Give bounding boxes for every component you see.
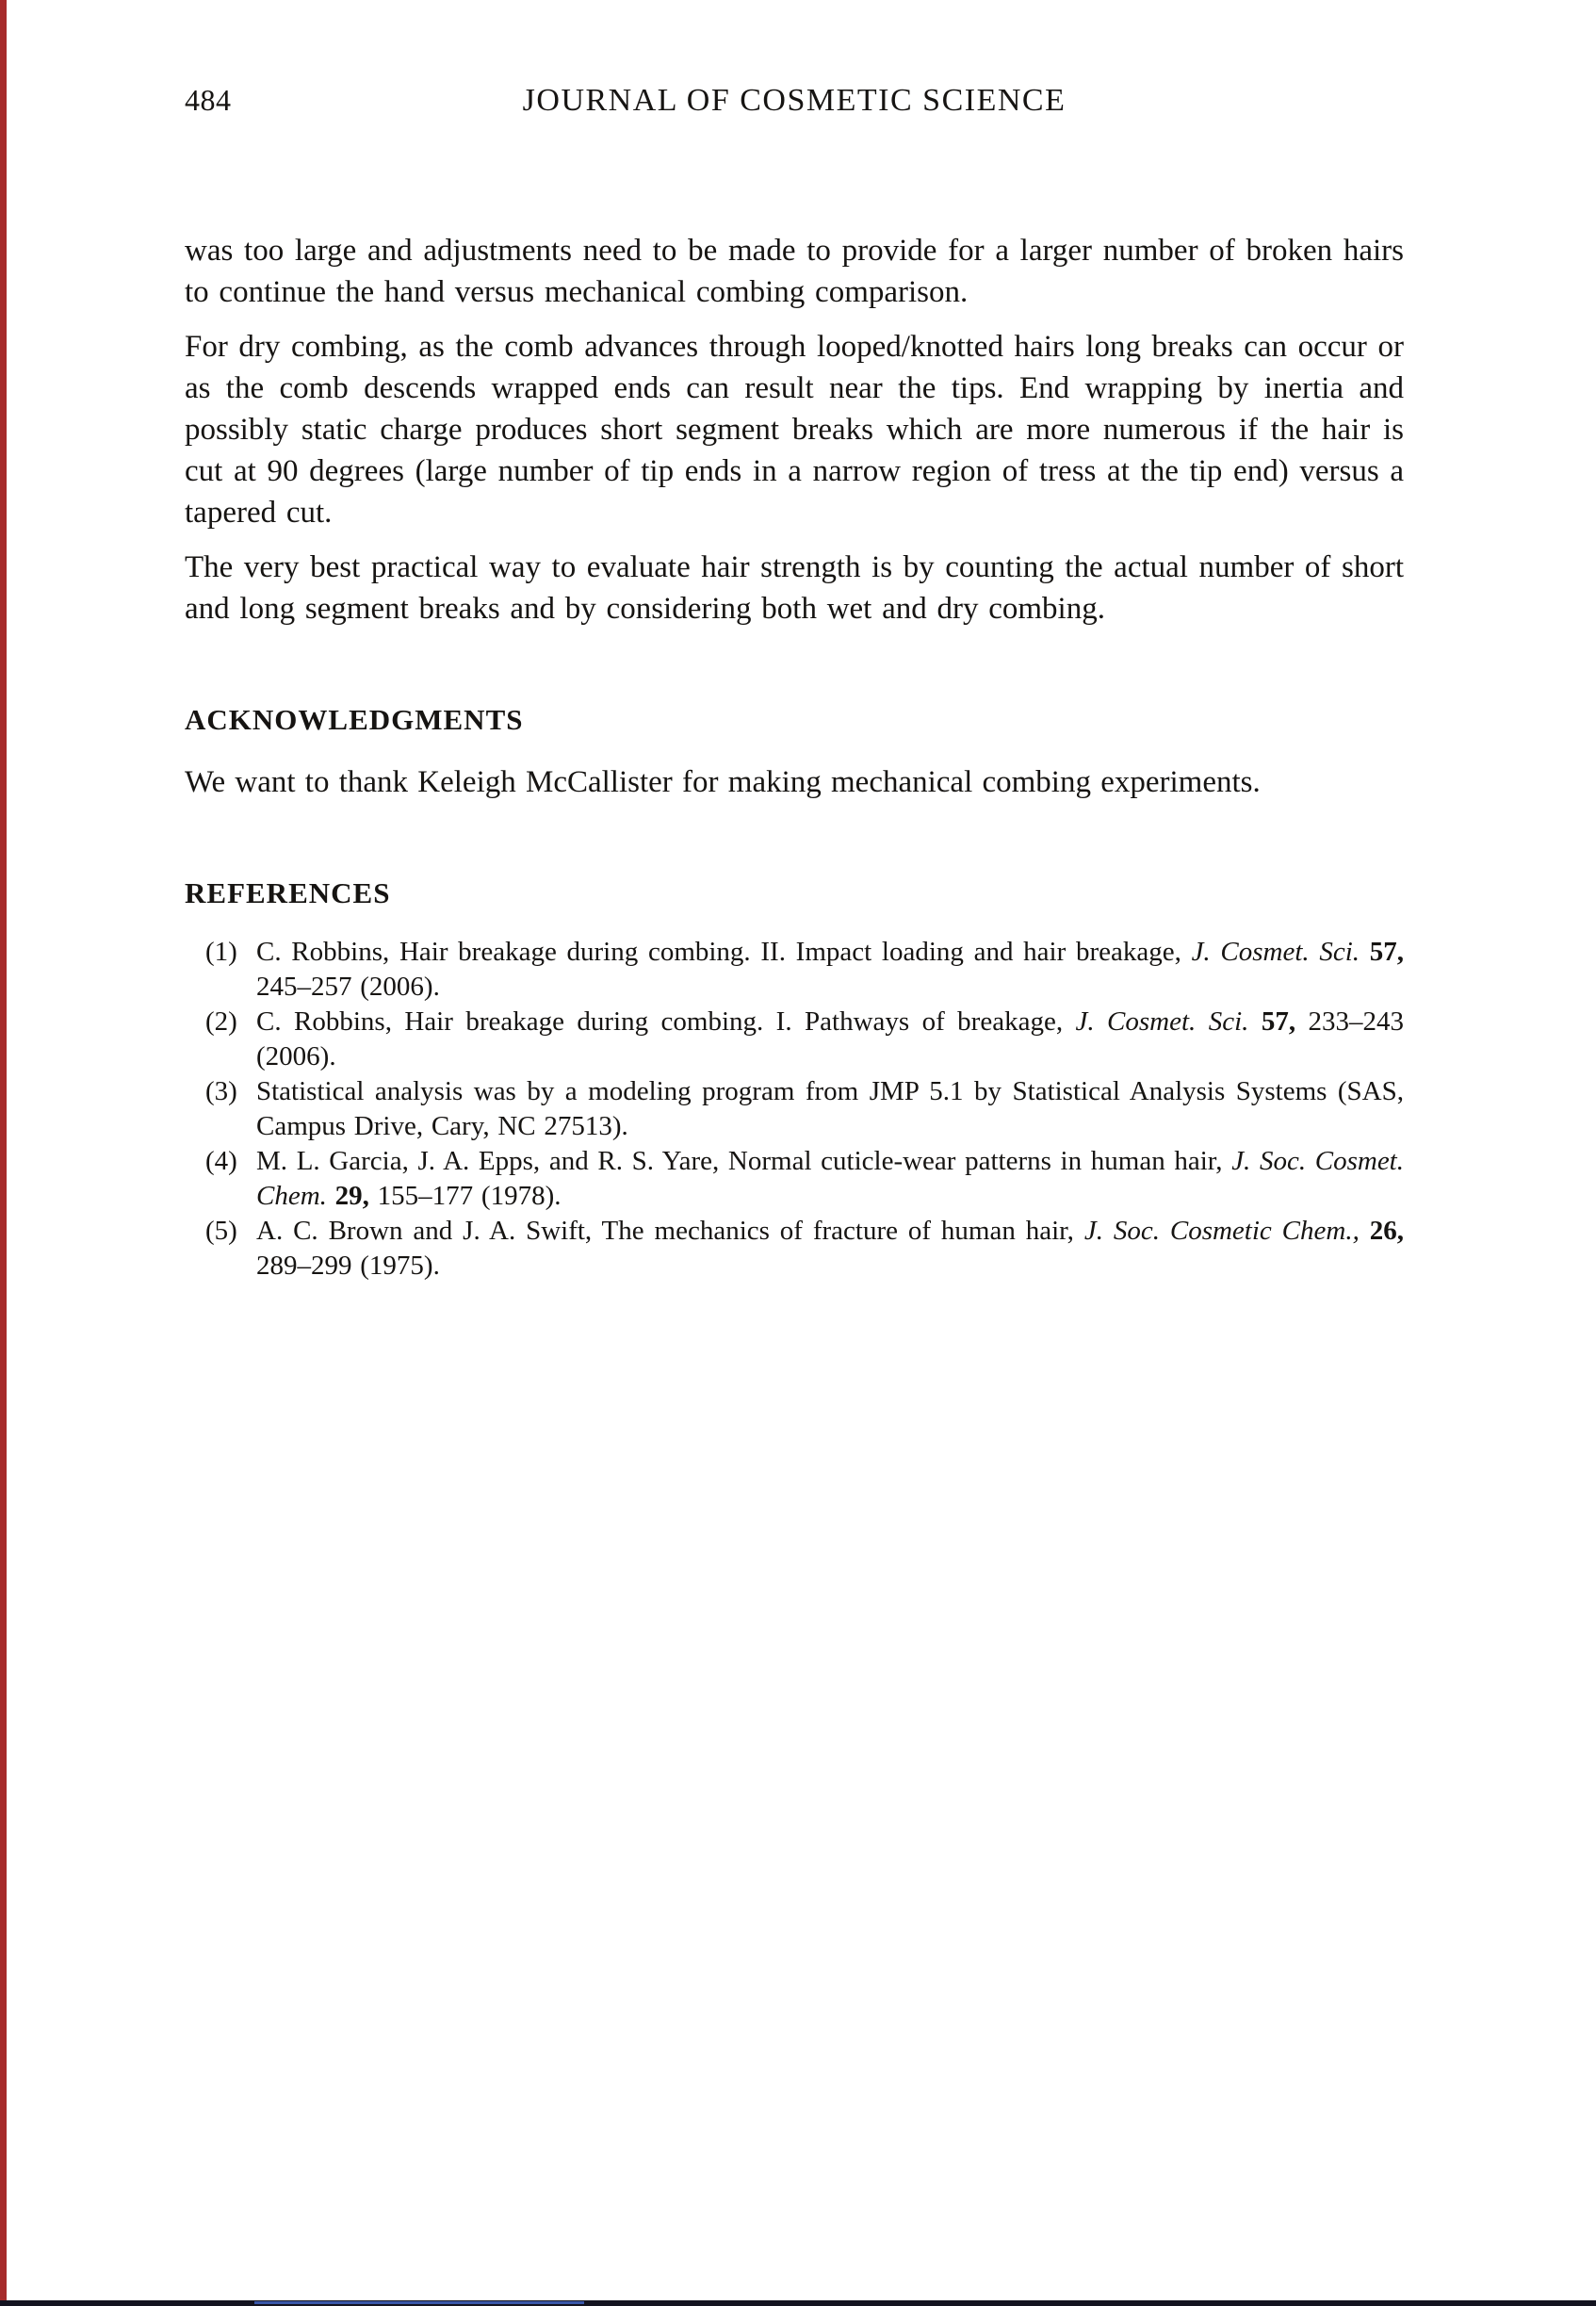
acknowledgments-section xyxy=(185,703,1404,803)
reference-text: 289–299 (1975). xyxy=(256,1251,440,1281)
article-body xyxy=(185,230,1404,630)
reference-text: C. Robbins, Hair breakage during combing. II. Impact loading and hair breakage, xyxy=(256,937,1192,967)
reference-item xyxy=(185,935,1404,1005)
page-number: 484 xyxy=(185,83,232,117)
reference-item xyxy=(185,1005,1404,1074)
body-paragraph: was too large and adjustments need to be made to provide for a larger number of broken hairs to continue the hand versus mechanical combing comparison. xyxy=(185,234,1404,309)
reference-item xyxy=(185,1144,1404,1214)
reference-volume: 26, xyxy=(1359,1216,1404,1246)
scan-left-edge-artifact xyxy=(0,0,7,2306)
reference-journal: J. Soc. Cosmetic Chem., xyxy=(1083,1216,1360,1246)
acknowledgments-text: We want to thank Keleigh McCallister for making mechanical combing experiments. xyxy=(185,765,1261,799)
reference-item xyxy=(185,1214,1404,1284)
reference-text: 233–243 (2006). xyxy=(256,1006,1404,1071)
reference-item xyxy=(185,1074,1404,1144)
scan-bottom-edge-artifact xyxy=(0,2300,1596,2306)
reference-list xyxy=(185,935,1404,1284)
reference-label: (4) xyxy=(205,1146,237,1176)
references-section xyxy=(185,876,1404,1284)
reference-text: M. L. Garcia, J. A. Epps, and R. S. Yare, Normal cuticle-wear patterns in human hair, xyxy=(256,1146,1232,1176)
reference-journal: J. Soc. Cosmet. Chem. xyxy=(256,1146,1404,1211)
reference-volume: 29, xyxy=(326,1181,369,1211)
reference-label: (1) xyxy=(205,937,237,967)
scan-bottom-mark-artifact xyxy=(254,2301,584,2304)
journal-title: JOURNAL OF COSMETIC SCIENCE xyxy=(522,83,1067,118)
reference-text: Statistical analysis was by a modeling program from JMP 5.1 by Statistical Analysis Systems (SAS, Campus Drive, Cary, NC 27513). xyxy=(256,1076,1404,1141)
reference-text: C. Robbins, Hair breakage during combing. I. Pathways of breakage, xyxy=(256,1006,1076,1037)
reference-volume: 57, xyxy=(1248,1006,1296,1037)
page-header xyxy=(185,83,1404,124)
reference-label: (3) xyxy=(205,1076,237,1106)
body-paragraph: For dry combing, as the comb advances through looped/knotted hairs long breaks can occur or as the comb descends wrapped ends can result near the tips. End wrapping by inertia and possibly static charge produces short segment breaks which are more numerous if the hair is cut at 90 degrees (large number of tip ends in a narrow region of tress at the tip end) versus a tapered cut. xyxy=(185,330,1404,530)
reference-text: 155–177 (1978). xyxy=(368,1181,562,1211)
reference-text: A. C. Brown and J. A. Swift, The mechanics of fracture of human hair, xyxy=(256,1216,1084,1246)
reference-volume: 57, xyxy=(1360,937,1404,967)
reference-text: 245–257 (2006). xyxy=(256,972,440,1002)
reference-journal: J. Cosmet. Sci. xyxy=(1075,1006,1249,1037)
reference-label: (5) xyxy=(205,1216,237,1246)
body-paragraph: The very best practical way to evaluate hair strength is by counting the actual number of short and long segment breaks and by considering both wet and dry combing. xyxy=(185,550,1404,626)
reference-journal: J. Cosmet. Sci. xyxy=(1191,937,1360,967)
reference-label: (2) xyxy=(205,1006,237,1037)
acknowledgments-heading: ACKNOWLEDGMENTS xyxy=(185,703,524,736)
references-heading: REFERENCES xyxy=(185,876,391,909)
